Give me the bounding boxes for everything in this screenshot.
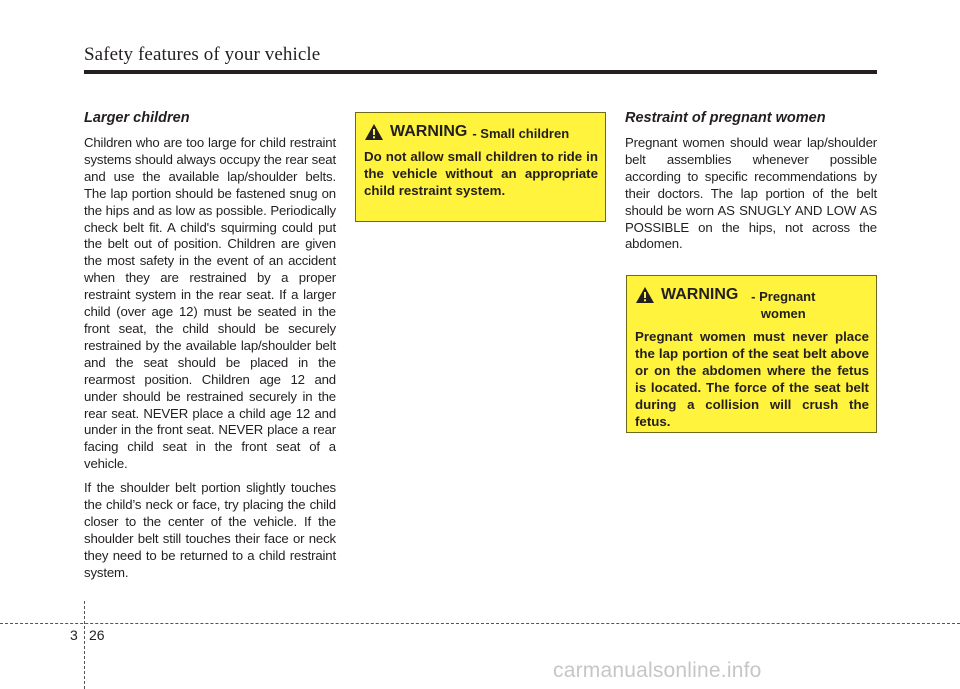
pregnant-women-section bbox=[625, 110, 877, 260]
warning-body: Pregnant women must never place the lap portion of the seat belt above or on the abdomen where the fetus is located. The force of the seat belt during a collision will crush the fetus. bbox=[635, 329, 869, 429]
warning-triangle-icon bbox=[364, 123, 384, 141]
page-number: 26 bbox=[89, 627, 105, 643]
warning-body: Do not allow small children to ride in the vehicle without an appropriate child restraint system. bbox=[364, 149, 598, 198]
warning-label: WARNING bbox=[661, 286, 739, 303]
larger-children-heading: Larger children bbox=[84, 110, 190, 126]
chapter-number: 3 bbox=[70, 627, 78, 643]
larger-children-paragraph-1: Children who are too large for child restraint systems should always occupy the rear seat and use the available lap/shoulder belts. The lap portion should be fastened snug on the hips and as low as possible. Periodically check belt fit. A child's squirming could put the belt out of position. Children are given the most safety in the event of an accident when they are restrained by a proper restraint system in the rear seat. If a larger child (over age 12) must be seated in the front seat, the child should be securely restrained by the available lap/shoulder belt and the seat should be placed in the rearmost position. Children age 12 and under should be restrained securely in the rear seat. NEVER place a child age 12 and under in the front seat. NEVER place a rear facing child seat in the front seat of a vehicle. bbox=[84, 135, 336, 472]
warning-subtitle: - Small children bbox=[472, 126, 570, 141]
pregnant-women-paragraph: Pregnant women should wear lap/shoulder belt assemblies whenever possible according to specific recommendations by their doctors. The lap portion of the belt should be worn AS SNUGLY AND LOW AS POSSIBLE on the hips, not across the abdomen. bbox=[625, 135, 877, 252]
pregnant-women-heading: Restraint of pregnant women bbox=[625, 110, 826, 126]
header-rule bbox=[84, 70, 877, 74]
footer-divider bbox=[84, 601, 85, 689]
footer-rule bbox=[0, 623, 960, 624]
watermark: carmanualsonline.info bbox=[553, 659, 762, 682]
warning-box-pregnant-women bbox=[626, 275, 877, 433]
page-section-title: Safety features of your vehicle bbox=[84, 44, 321, 65]
warning-subtitle: - Pregnant women bbox=[751, 289, 816, 321]
larger-children-paragraph-2: If the shoulder belt portion slightly touches the child’s neck or face, try placing the child closer to the center of the vehicle. If the shoulder belt still touches their face or neck they need to be returned to a child restraint system. bbox=[84, 480, 336, 580]
warning-header bbox=[364, 123, 598, 142]
warning-header bbox=[635, 286, 869, 322]
warning-box-small-children bbox=[355, 112, 606, 222]
larger-children-section bbox=[84, 110, 336, 589]
warning-label: WARNING bbox=[390, 123, 468, 140]
warning-triangle-icon bbox=[635, 286, 655, 304]
